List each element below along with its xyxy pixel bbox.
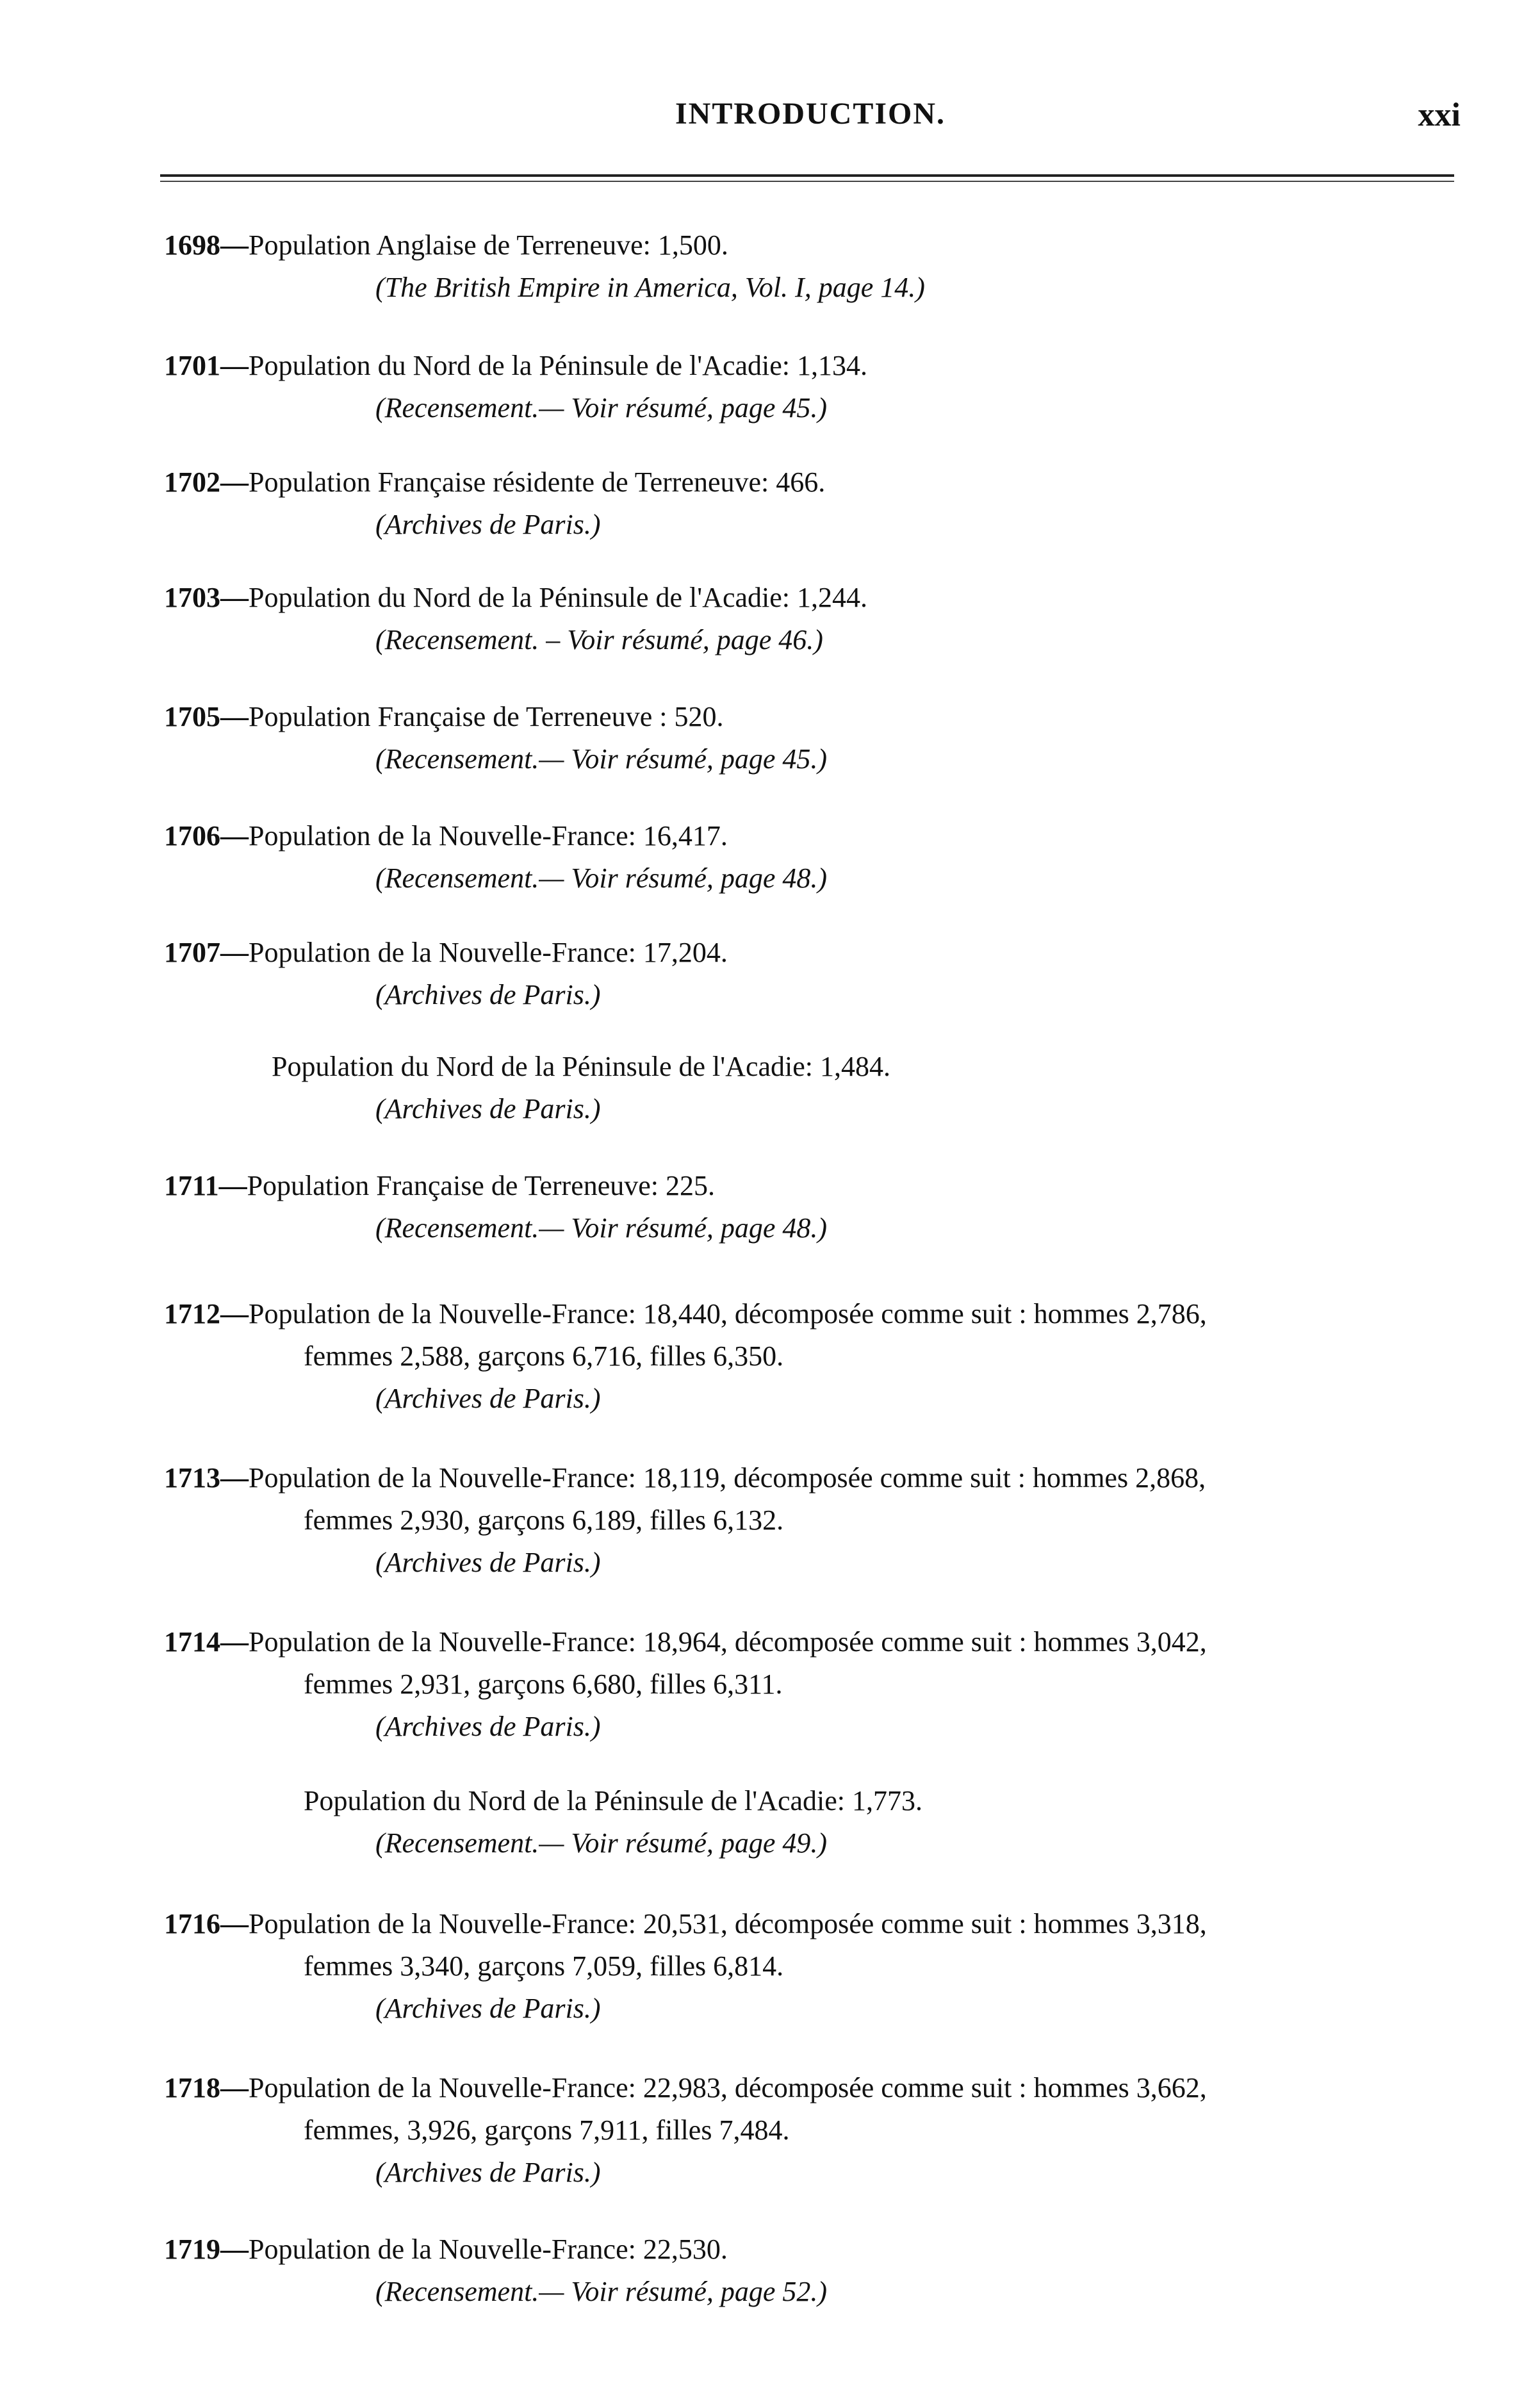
entry-source: (Recensement.— Voir résumé, page 48.): [375, 862, 828, 894]
entry-year: 1713: [164, 1462, 220, 1494]
entry-year: 1701: [164, 350, 220, 381]
entry-text: Population de la Nouvelle-France: 17,204.: [249, 937, 728, 968]
entry-text: Population de la Nouvelle-France: 16,417.: [249, 820, 728, 852]
entry-year: 1719: [164, 2234, 220, 2265]
entry-source: (The British Empire in America, Vol. I, page 14.): [375, 272, 925, 303]
entry-dash: —: [220, 1908, 249, 1939]
entry-year: 1718: [164, 2072, 220, 2103]
entry-1706: [164, 815, 1461, 900]
header-rule: [160, 174, 1454, 177]
entry-text: Population du Nord de la Péninsule de l'Acadie: 1,484.: [272, 1051, 890, 1082]
entry-year: 1711: [164, 1170, 219, 1201]
entry-year: 1706: [164, 820, 220, 852]
entry-1718: [164, 2067, 1461, 2194]
entry-text: Population de la Nouvelle-France: 20,531, décomposée comme suit : hommes 3,318,: [249, 1908, 1207, 1939]
entry-text: Population Française de Terreneuve: 225.: [247, 1170, 716, 1201]
entry-dash: —: [220, 466, 249, 498]
entry-dash: —: [220, 350, 249, 381]
entry-text: Population du Nord de la Péninsule de l'Acadie: 1,244.: [249, 582, 867, 613]
entry-source: (Archives de Paris.): [375, 979, 601, 1010]
entry-source: (Recensement.— Voir résumé, page 45.): [375, 743, 828, 775]
entry-year: 1714: [164, 1626, 220, 1658]
entry-1705: [164, 696, 1461, 780]
entry-text: Population du Nord de la Péninsule de l'Acadie: 1,134.: [249, 350, 867, 381]
entry-1714-acadie: [164, 1780, 1461, 1864]
entry-continuation: femmes 2,930, garçons 6,189, filles 6,132.: [304, 1504, 784, 1536]
entry-1711: [164, 1165, 1461, 1249]
entry-1713: [164, 1457, 1461, 1584]
entry-1702: [164, 461, 1461, 546]
entry-text: Population du Nord de la Péninsule de l'Acadie: 1,773.: [304, 1785, 922, 1816]
entry-source: (Recensement.— Voir résumé, page 52.): [375, 2276, 828, 2307]
entry-text: Population de la Nouvelle-France: 22,530.: [249, 2234, 728, 2265]
entry-continuation: femmes 3,340, garçons 7,059, filles 6,814.: [304, 1950, 784, 1982]
entry-1703: [164, 577, 1461, 661]
entry-year: 1702: [164, 466, 220, 498]
entry-source: (Archives de Paris.): [375, 1383, 601, 1414]
entry-dash: —: [220, 2234, 249, 2265]
entry-source: (Recensement.— Voir résumé, page 45.): [375, 392, 828, 424]
entry-dash: —: [220, 1462, 249, 1494]
entry-1719: [164, 2228, 1461, 2313]
entry-dash: —: [220, 1626, 249, 1658]
entry-dash: —: [220, 1298, 249, 1329]
entry-dash: —: [220, 937, 249, 968]
entry-source: (Archives de Paris.): [375, 1093, 601, 1124]
entry-text: Population de la Nouvelle-France: 22,983, décomposée comme suit : hommes 3,662,: [249, 2072, 1207, 2103]
entry-source: (Archives de Paris.): [375, 1993, 601, 2024]
entry-text: Population Française résidente de Terreneuve: 466.: [249, 466, 826, 498]
entry-dash: —: [220, 2072, 249, 2103]
entry-dash: —: [220, 701, 249, 732]
entry-1714: [164, 1621, 1461, 1748]
entry-text: Population de la Nouvelle-France: 18,440, décomposée comme suit : hommes 2,786,: [249, 1298, 1207, 1329]
entry-source: (Recensement.— Voir résumé, page 49.): [375, 1827, 828, 1859]
entry-source: (Archives de Paris.): [375, 2157, 601, 2188]
entry-year: 1703: [164, 582, 220, 613]
entry-1707: [164, 932, 1461, 1016]
entry-continuation: femmes 2,931, garçons 6,680, filles 6,311.: [304, 1668, 783, 1700]
entry-1707-acadie: [164, 1046, 1461, 1130]
header-rule-thin: [160, 181, 1454, 182]
entry-text: Population de la Nouvelle-France: 18,119, décomposée comme suit : hommes 2,868,: [249, 1462, 1206, 1494]
entry-1701: [164, 345, 1461, 429]
entry-dash: —: [218, 1170, 247, 1201]
entry-dash: —: [220, 582, 249, 613]
entry-1716: [164, 1903, 1461, 2030]
entry-year: 1707: [164, 937, 220, 968]
entry-source: (Archives de Paris.): [375, 1547, 601, 1578]
running-title: INTRODUCTION.: [675, 97, 946, 131]
entry-year: 1698: [164, 229, 220, 261]
entry-1698: [164, 224, 1461, 309]
entry-continuation: femmes 2,588, garçons 6,716, filles 6,350.: [304, 1340, 784, 1372]
entry-year: 1716: [164, 1908, 220, 1939]
entry-dash: —: [220, 229, 249, 261]
entry-year: 1712: [164, 1298, 220, 1329]
entry-text: Population Française de Terreneuve : 520.: [249, 701, 724, 732]
entry-text: Population Anglaise de Terreneuve: 1,500.: [249, 229, 728, 261]
entry-source: (Archives de Paris.): [375, 509, 601, 540]
entry-source: (Recensement.— Voir résumé, page 48.): [375, 1212, 828, 1244]
page-header: [160, 96, 1461, 147]
entry-source: (Recensement. – Voir résumé, page 46.): [375, 624, 823, 655]
entry-continuation: femmes, 3,926, garçons 7,911, filles 7,484.: [304, 2114, 790, 2146]
entry-text: Population de la Nouvelle-France: 18,964, décomposée comme suit : hommes 3,042,: [249, 1626, 1207, 1658]
entry-source: (Archives de Paris.): [375, 1711, 601, 1742]
entry-year: 1705: [164, 701, 220, 732]
page-number: xxi: [1418, 97, 1461, 133]
entry-dash: —: [220, 820, 249, 852]
entry-1712: [164, 1293, 1461, 1420]
